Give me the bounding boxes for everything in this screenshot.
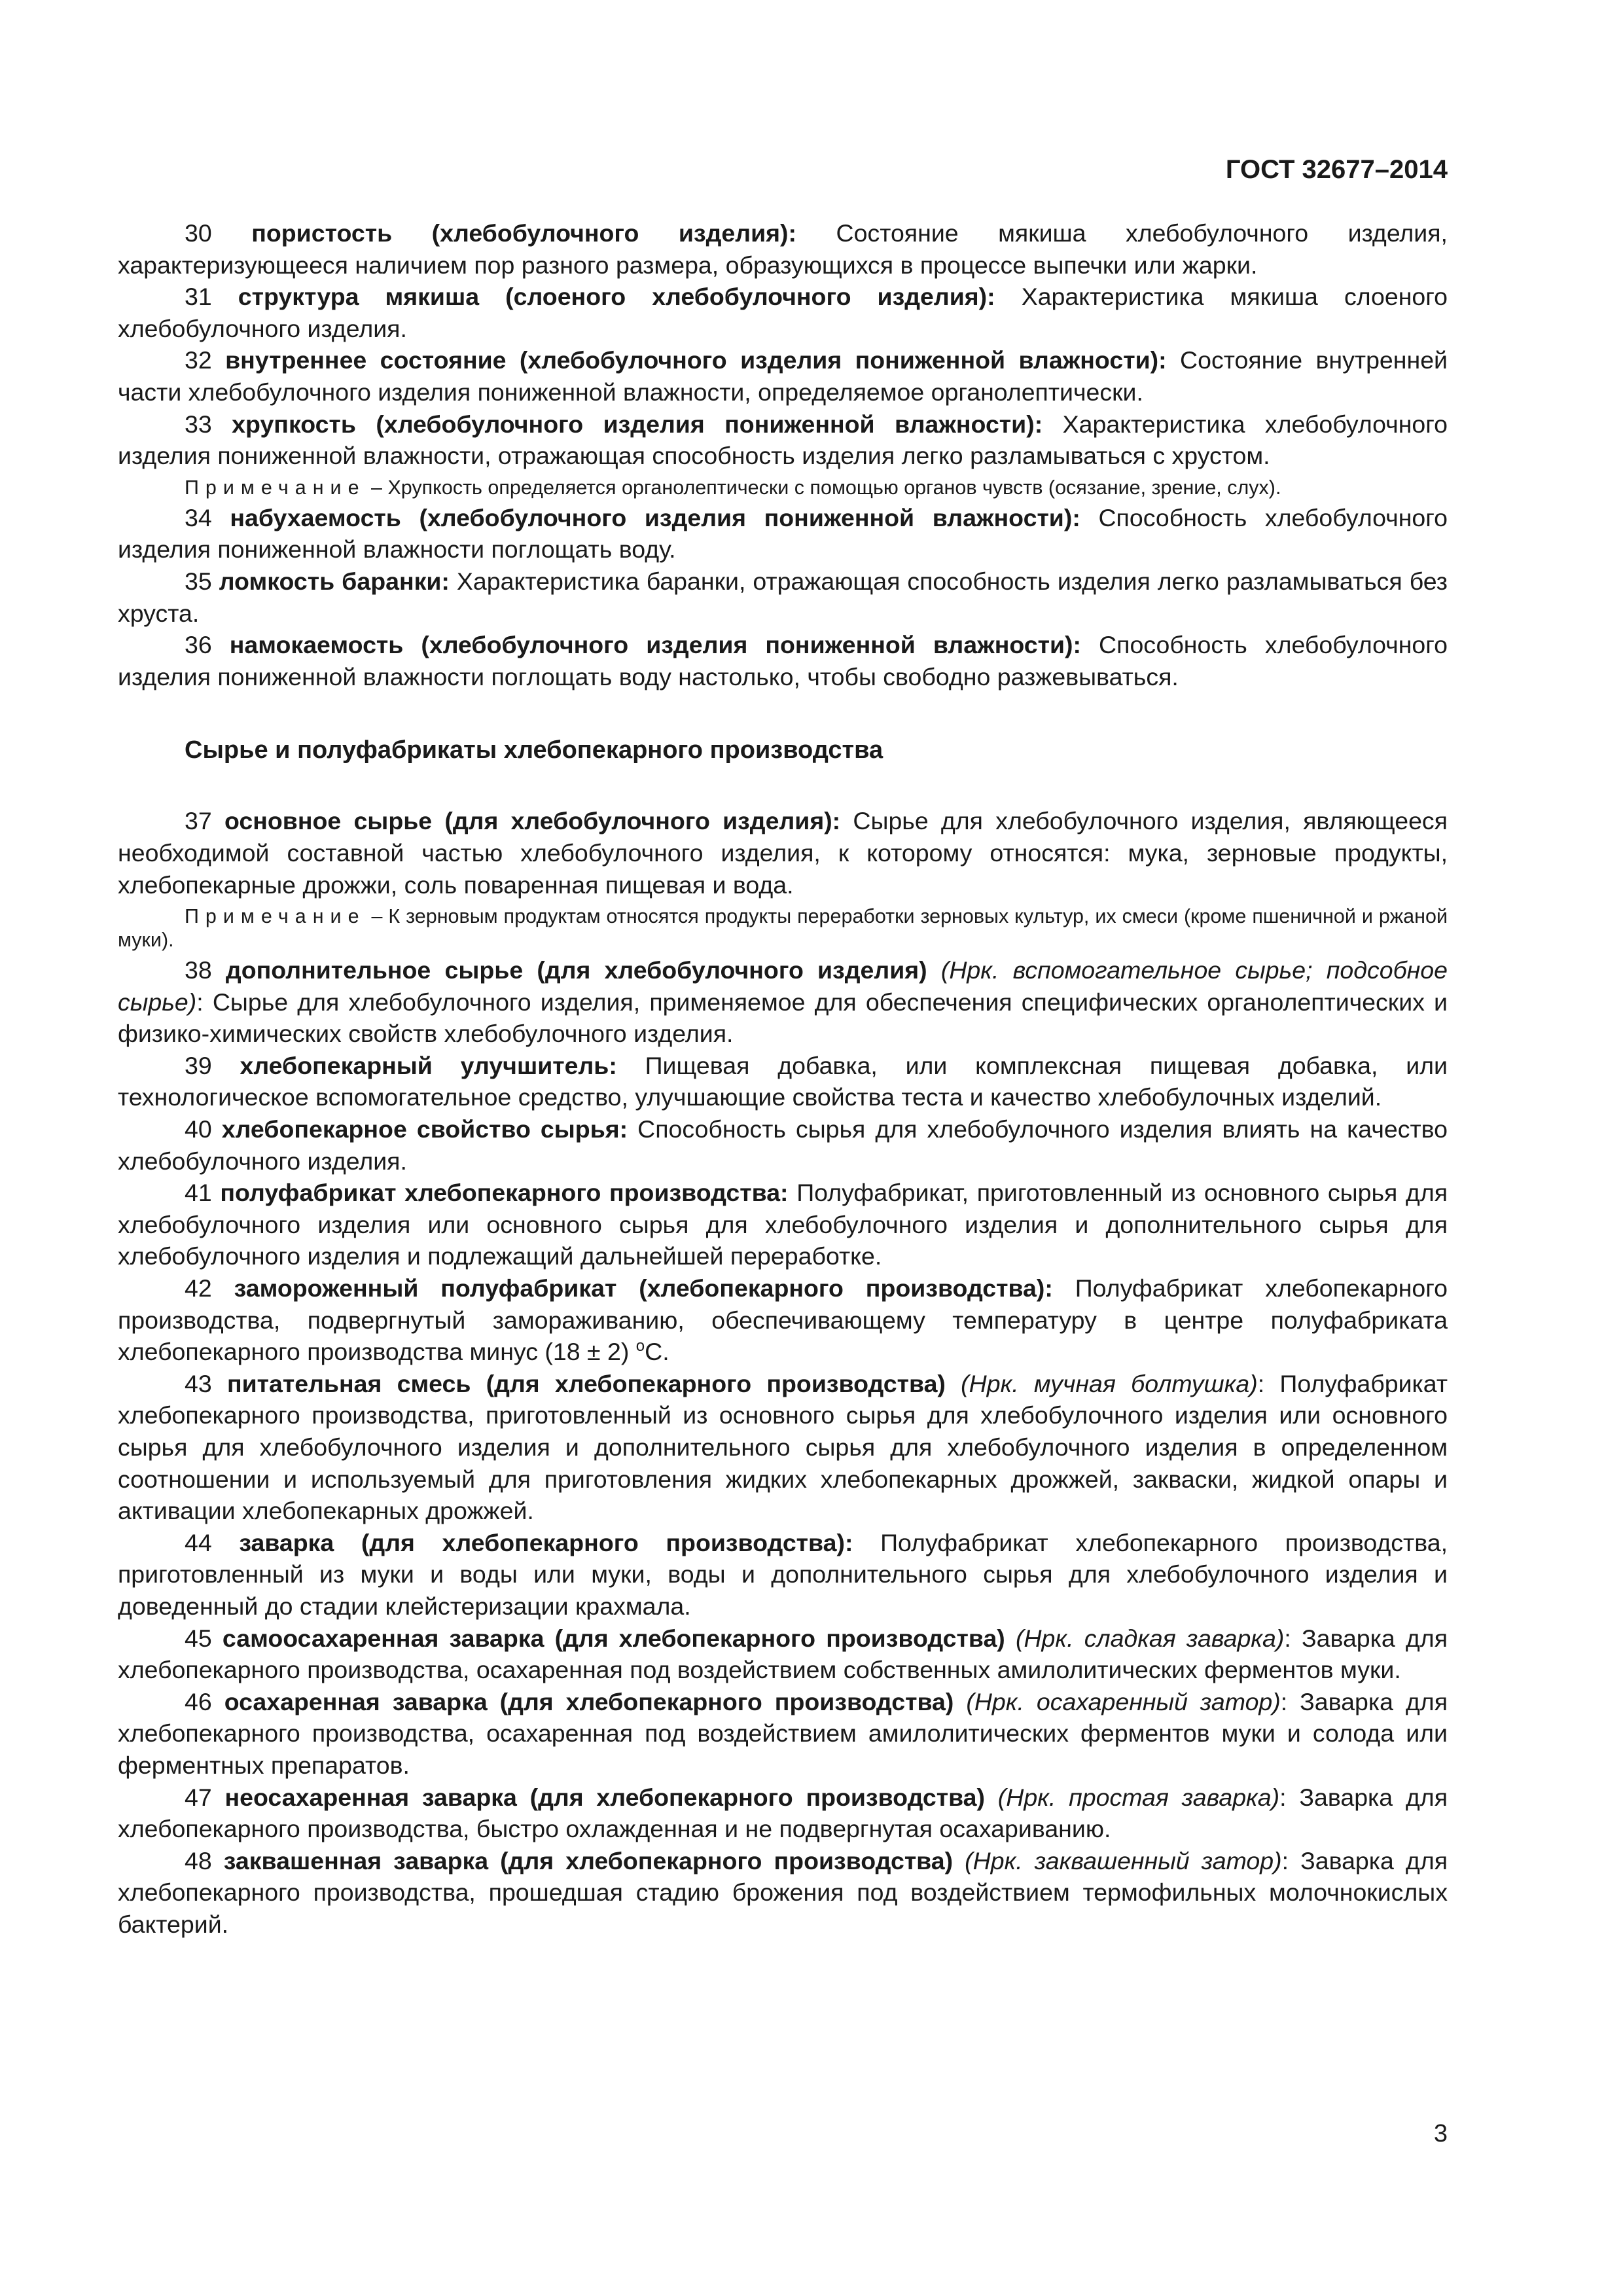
note-grain-products (118, 905, 1448, 952)
document-header: ГОСТ 32677–2014 (1225, 155, 1448, 184)
term-definition: : Сырье для хлебобулочного изделия, применяемое для обеспечения специфических органолептических и физико-химических свойств хлебобулочного изделия. (118, 988, 1448, 1048)
term-number: 37 (185, 807, 212, 835)
term-number: 46 (185, 1687, 212, 1715)
term-definition: Способность хлебобулочного изделия пониженной влажности поглощать воду настолько, чтобы свободно разжевываться. (118, 631, 1448, 691)
term-definition: : Полуфабрикат хлебопекарного производства, приготовленный из основного сырья для хлебобулочного изделия или основного сырья для хлебобулочного изделия и дополнительного сырья для хлебобулочного изделия в определенном соотношении и используемый для приготовления жидких хлебопекарных дрожжей, закваски, жидкой опары и активации хлебопекарных дрожжей. (118, 1369, 1448, 1525)
term-name: пористость (хлебобулочного изделия): (251, 219, 797, 247)
term-name: хлебопекарное свойство сырья: (221, 1115, 628, 1143)
term-name: заварка (для хлебопекарного производства): (239, 1528, 853, 1556)
term-definition: Полуфабрикат хлебопекарного производства, приготовленный из муки и воды или муки, воды и дополнительного сырья для хлебобулочного изделия и доведенный до стадии клейстеризации крахмала. (118, 1528, 1448, 1620)
term-number: 35 (185, 567, 212, 595)
term-name: дополнительное сырье (для хлебобулочного изделия) (225, 956, 927, 984)
term-entry-40 (118, 1113, 1448, 1177)
term-name: внутреннее состояние (хлебобулочного изделия пониженной влажности): (225, 346, 1167, 374)
document-body (118, 217, 1448, 1941)
term-entry-42 (118, 1272, 1448, 1368)
term-definition: Состояние мякиша хлебобулочного изделия, характеризующееся наличием пор разного размера, образующихся в процессе выпечки или жарки. (118, 219, 1448, 279)
term-deprecated-synonym: (Нрк. мучная болтушка) (945, 1369, 1258, 1397)
term-entry-37 (118, 805, 1448, 901)
term-deprecated-synonym: (Нрк. простая заварка) (985, 1783, 1280, 1811)
term-name: основное сырье (для хлебобулочного изделия): (224, 807, 841, 835)
term-number: 32 (185, 346, 212, 374)
note-text: – К зерновым продуктам относятся продукты переработки зерновых культур, их смеси (кроме пшеничной и ржаной муки). (118, 905, 1448, 952)
term-name: структура мякиша (слоеного хлебобулочного изделия): (238, 283, 995, 311)
term-entry-43 (118, 1368, 1448, 1527)
term-name: полуфабрикат хлебопекарного производства: (220, 1179, 789, 1207)
term-entry-39 (118, 1050, 1448, 1113)
term-name: набухаемость (хлебобулочного изделия пониженной влажности): (230, 503, 1080, 531)
term-entry-33 (118, 408, 1448, 472)
term-definition: Пищевая добавка, или комплексная пищевая добавка, или технологическое вспомогательное средство, улучшающие свойства теста и качество хлебобулочных изделий. (118, 1051, 1448, 1111)
term-entry-45 (118, 1623, 1448, 1686)
term-number: 47 (185, 1783, 212, 1811)
term-number: 45 (185, 1624, 212, 1652)
term-name: неосахаренная заварка (для хлебопекарного производства) (224, 1783, 986, 1811)
section-heading: Сырье и полуфабрикаты хлебопекарного производства (185, 736, 883, 764)
term-entry-35 (118, 565, 1448, 629)
term-number: 36 (185, 631, 212, 659)
term-number: 43 (185, 1369, 212, 1397)
term-name: замороженный полуфабрикат (хлебопекарного производства): (234, 1274, 1053, 1302)
term-number: 31 (185, 283, 212, 311)
term-definition: Сырье для хлебобулочного изделия, являющееся необходимой составной частью хлебобулочного изделия, к которому относятся: мука, зерновые продукты, хлебопекарные дрожжи, соль поваренная пищевая и вода. (118, 807, 1448, 899)
term-entry-32 (118, 344, 1448, 408)
note-label: Примечание (185, 476, 366, 499)
temperature-unit: С. (645, 1338, 669, 1366)
term-entry-38 (118, 954, 1448, 1050)
term-deprecated-synonym: (Нрк. осахаренный затор) (954, 1687, 1281, 1715)
term-entry-41 (118, 1177, 1448, 1272)
term-number: 33 (185, 410, 212, 438)
term-definition: Полуфабрикат хлебопекарного производства, подвергнутый замораживанию, обеспечивающему температуру в центре полуфабриката хлебопекарного производства минус (18 ± 2) (118, 1274, 1448, 1366)
term-entry-47 (118, 1782, 1448, 1845)
term-name: питательная смесь (для хлебопекарного производства) (226, 1369, 946, 1397)
term-entry-48 (118, 1845, 1448, 1941)
term-number: 39 (185, 1051, 212, 1079)
term-entry-44 (118, 1527, 1448, 1623)
term-name: намокаемость (хлебобулочного изделия пониженной влажности): (229, 631, 1082, 659)
term-entry-30 (118, 217, 1448, 281)
term-number: 44 (185, 1528, 212, 1556)
term-definition: : Заварка для хлебопекарного производства, быстро охлажденная и не подвергнутая осахариванию. (118, 1783, 1448, 1843)
page-number: 3 (1433, 2120, 1448, 2147)
term-name: осахаренная заварка (для хлебопекарного производства) (224, 1687, 954, 1715)
term-definition: : Заварка для хлебопекарного производства, прошедшая стадию брожения под воздействием термофильных молочнокислых бактерий. (118, 1846, 1448, 1938)
term-name: ломкость баранки: (219, 567, 450, 595)
term-definition: Способность сырья для хлебобулочного изделия влиять на качество хлебобулочного изделия. (118, 1115, 1448, 1175)
term-definition: Способность хлебобулочного изделия пониженной влажности поглощать воду. (118, 503, 1448, 564)
term-definition: Состояние внутренней части хлебобулочного изделия пониженной влажности, определяемое органолептически. (118, 346, 1448, 406)
term-deprecated-synonym: (Нрк. заквашенный затор) (953, 1846, 1282, 1874)
term-name: хрупкость (хлебобулочного изделия пониженной влажности): (232, 410, 1043, 438)
term-name: самоосахаренная заварка (для хлебопекарного производства) (222, 1624, 1005, 1652)
term-number: 40 (185, 1115, 212, 1143)
term-number: 30 (185, 219, 212, 247)
term-entry-36 (118, 629, 1448, 692)
note-label: Примечание (185, 905, 366, 928)
term-number: 38 (185, 956, 212, 984)
term-number: 48 (185, 1846, 212, 1874)
term-definition: Характеристика хлебобулочного изделия пониженной влажности, отражающая способность изделия легко разламываться с хрустом. (118, 410, 1448, 470)
term-definition: Характеристика баранки, отражающая способность изделия легко разламываться без хруста. (118, 567, 1448, 627)
term-entry-34 (118, 502, 1448, 565)
term-number: 42 (185, 1274, 212, 1302)
term-definition: : Заварка для хлебопекарного производства, осахаренная под воздействием амилолитических ферментов муки и солода или ферментных препаратов. (118, 1687, 1448, 1779)
term-definition: : Заварка для хлебопекарного производства, осахаренная под воздействием собственных амилолитических ферментов муки. (118, 1624, 1448, 1684)
term-entry-46 (118, 1686, 1448, 1782)
term-definition: Полуфабрикат, приготовленный из основного сырья для хлебобулочного изделия или основного сырья для хлебобулочного изделия и дополнительного сырья для хлебобулочного изделия и подлежащий дальнейшей переработке. (118, 1179, 1448, 1270)
note-text: – Хрупкость определяется органолептически с помощью органов чувств (осязание, зрение, слух). (365, 476, 1281, 499)
term-name: хлебопекарный улучшитель: (240, 1051, 617, 1079)
term-deprecated-synonym: (Нрк. вспомогательное сырье; подсобное сырье) (118, 956, 1448, 1016)
term-entry-31 (118, 281, 1448, 344)
term-definition: Характеристика мякиша слоеного хлебобулочного изделия. (118, 283, 1448, 342)
term-deprecated-synonym: (Нрк. сладкая заварка) (1005, 1624, 1285, 1652)
degree-sign: o (635, 1337, 645, 1355)
term-name: заквашенная заварка (для хлебопекарного производства) (223, 1846, 954, 1874)
term-number: 41 (185, 1179, 212, 1207)
term-number: 34 (185, 503, 212, 531)
note-fragility (118, 476, 1448, 499)
